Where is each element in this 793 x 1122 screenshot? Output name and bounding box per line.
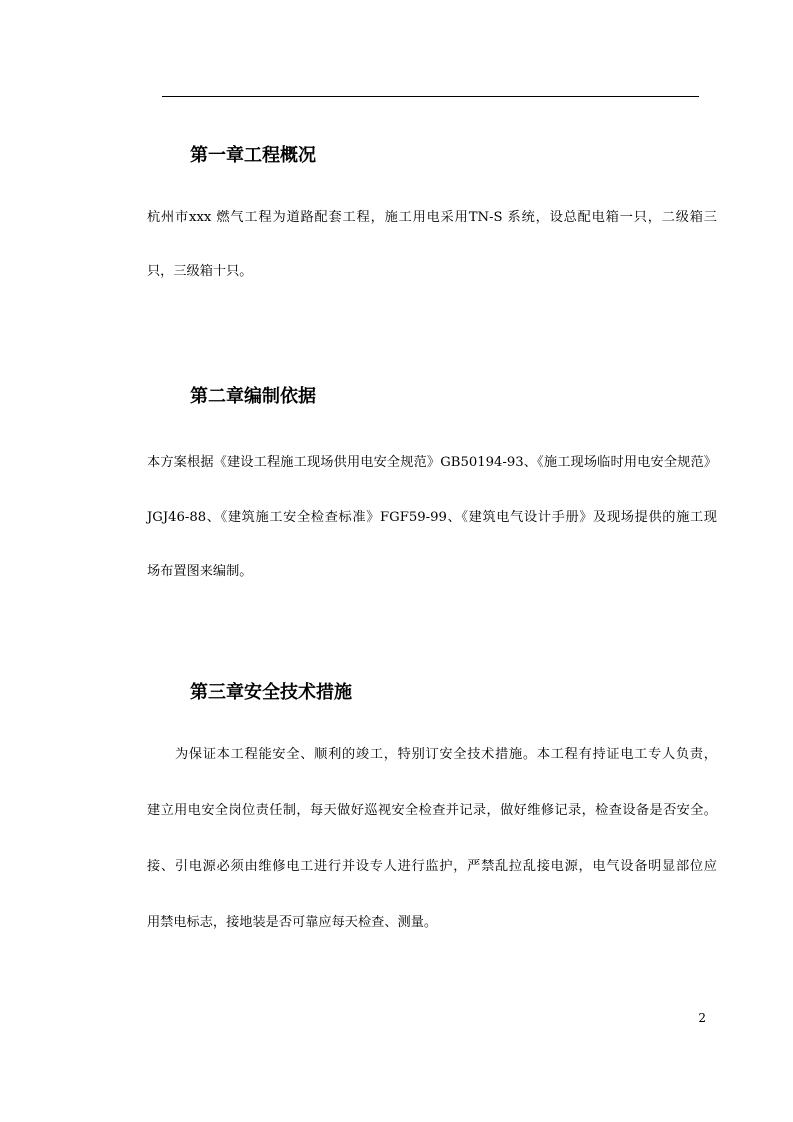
section-1-line-2: 只，三级箱十只。 — [147, 264, 253, 279]
page-number: 2 — [698, 1011, 706, 1025]
section-2-line-3: 场布置图来编制。 — [147, 564, 253, 579]
section-2-line-1: 本方案根据《建设工程施工现场供用电安全规范》GB50194-93、《施工现场临时用电安全规范》 — [147, 455, 717, 470]
section-1-heading: 第一章工程概况 — [190, 145, 316, 166]
section-2-line-2: JGJ46-88、《建筑施工安全检查标准》FGF59-99、《建筑电气设计手册》及现场提供的施工现 — [147, 510, 717, 525]
header-rule — [162, 96, 699, 97]
section-3-line-4: 用禁电标志，接地装是否可靠应每天检查、测量。 — [147, 915, 438, 930]
section-3-heading: 第三章安全技术措施 — [190, 682, 352, 703]
section-1-line-1: 杭州市xxx 燃气工程为道路配套工程，施工用电采用TN-S 系统，设总配电箱一只，二级箱三 — [147, 210, 717, 225]
section-3-line-2: 建立用电安全岗位责任制，每天做好巡视安全检查并记录，做好维修记录，检查设备是否安全。 — [147, 803, 717, 818]
section-3-line-1: 为保证本工程能安全、顺利的竣工，特别订安全技术措施。本工程有持证电工专人负责， — [175, 747, 717, 762]
section-2-heading: 第二章编制依据 — [190, 386, 316, 407]
section-3-line-3: 接、引电源必须由维修电工进行并设专人进行监护，严禁乱拉乱接电源，电气设备明显部位应 — [147, 859, 717, 874]
